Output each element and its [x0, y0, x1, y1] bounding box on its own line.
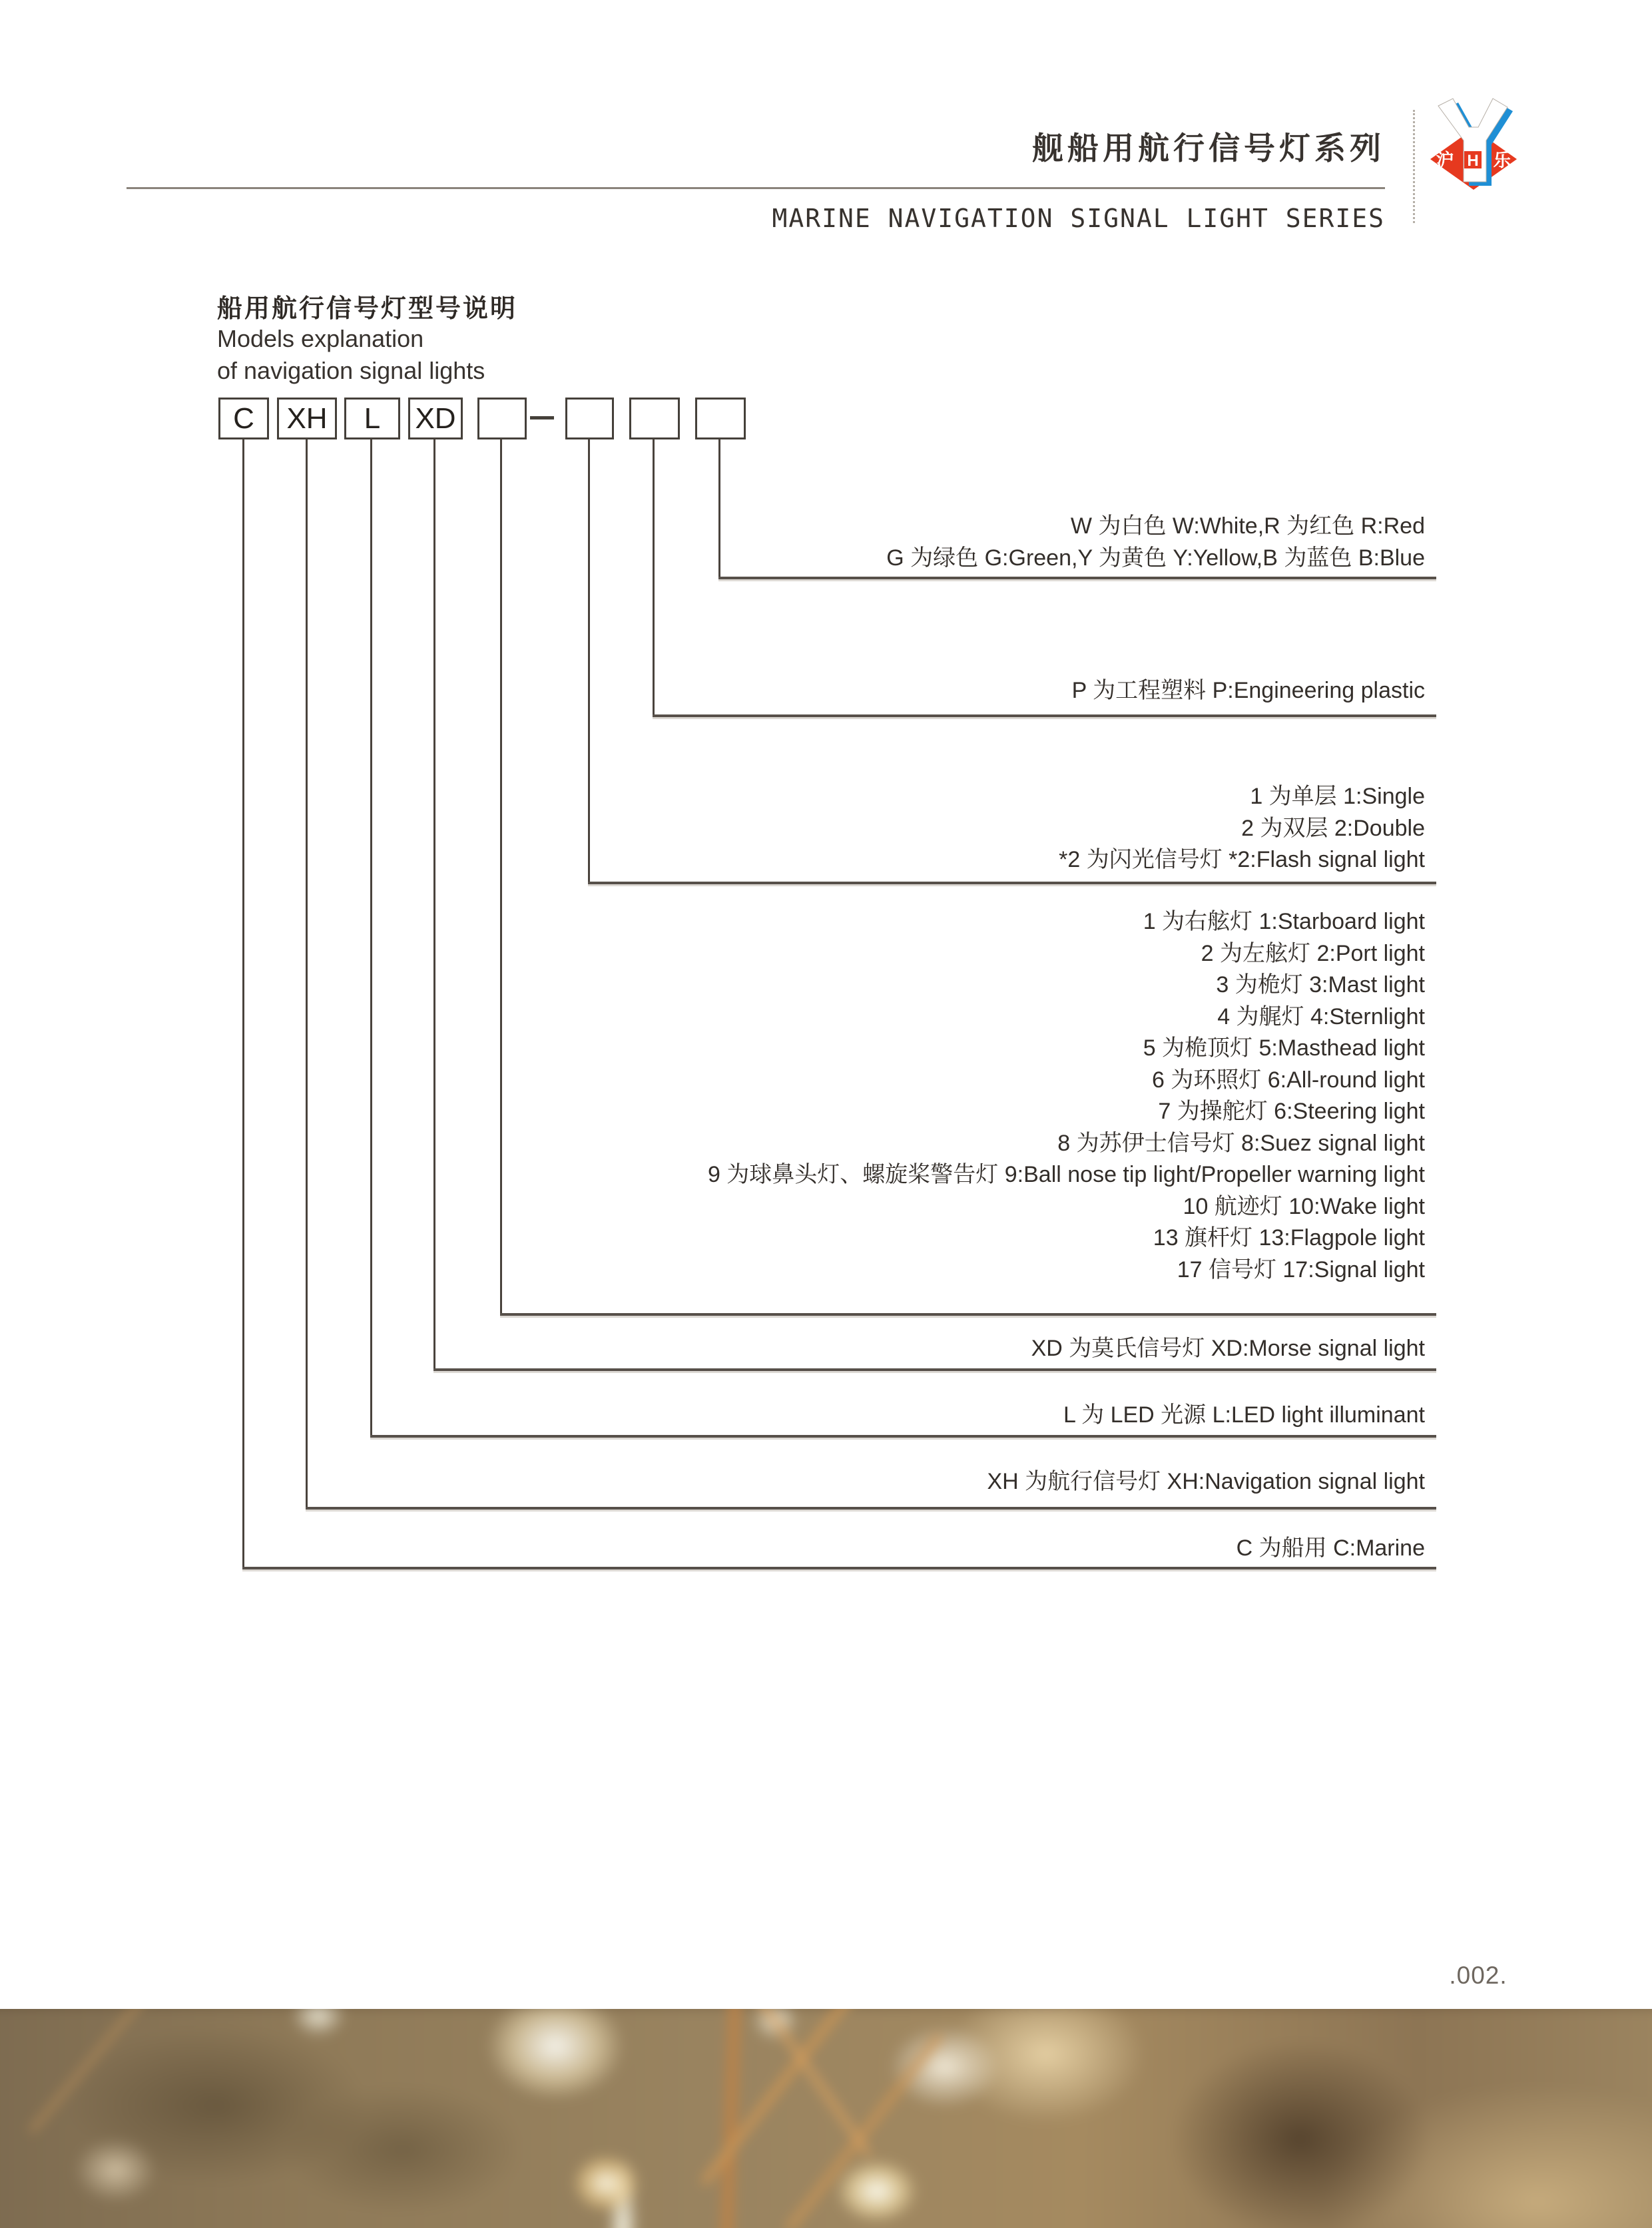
- connector-light-type-group: [500, 1313, 1436, 1316]
- logo-char-right: 乐: [1493, 150, 1512, 170]
- legend-line: L 为 LED 光源 L:LED light illuminant: [1063, 1402, 1425, 1428]
- legend-line: 8 为苏伊士信号灯 8:Suez signal light: [1057, 1130, 1425, 1156]
- legend-line: 1 为右舷灯 1:Starboard light: [1143, 909, 1425, 934]
- connector-marine-group: [242, 1567, 1436, 1569]
- model-code-box-5: [477, 398, 527, 439]
- drop-line-box-2: [306, 439, 308, 1510]
- model-code-box-4-label: XD: [415, 402, 456, 435]
- crane-pole: [720, 2009, 742, 2228]
- legend-group-colors: [886, 511, 1425, 574]
- crane-strut: [754, 2009, 872, 2157]
- logo-char-left: 沪: [1436, 150, 1454, 170]
- drop-line-box-6: [588, 439, 590, 884]
- drop-line-box-3: [370, 439, 372, 1438]
- legend-group-layers: [1059, 781, 1425, 876]
- drop-line-box-4: [433, 439, 435, 1371]
- model-code-dash: [530, 416, 554, 419]
- company-logo-icon: [1425, 97, 1525, 203]
- legend-line: 3 为桅灯 3:Mast light: [1216, 972, 1425, 997]
- logo-char-center: H: [1467, 152, 1479, 170]
- model-code-box-2-label: XH: [286, 402, 328, 435]
- legend-line: XH 为航行信号灯 XH:Navigation signal light: [987, 1469, 1425, 1494]
- connector-layer-group: [588, 882, 1436, 884]
- drop-line-box-1: [242, 439, 244, 1569]
- legend-line: 6 为环照灯 6:All-round light: [1151, 1067, 1425, 1093]
- header-title-en: MARINE NAVIGATION SIGNAL LIGHT SERIES: [772, 204, 1385, 233]
- legend-group-marine: [1237, 1533, 1425, 1565]
- legend-line: *2 为闪光信号灯 *2:Flash signal light: [1059, 847, 1425, 872]
- legend-group-plastic: [1072, 675, 1425, 707]
- legend-line: 7 为操舵灯 6:Steering light: [1158, 1099, 1425, 1124]
- legend-group-xh: [987, 1466, 1425, 1498]
- model-code-box-8: [695, 398, 746, 439]
- legend-line: W 为白色 W:White,R 为红色 R:Red: [1070, 513, 1425, 539]
- header-dotted-divider: [1413, 110, 1415, 223]
- model-code-box-6: [565, 398, 614, 439]
- legend-line: C 为船用 C:Marine: [1236, 1535, 1425, 1561]
- legend-line: 4 为艉灯 4:Sternlight: [1217, 1003, 1425, 1029]
- connector-led-group: [370, 1435, 1436, 1438]
- section-title-en-line2: of navigation signal lights: [217, 357, 485, 384]
- legend-line: G 为绿色 G:Green,Y 为黄色 Y:Yellow,B 为蓝色 B:Blue: [886, 545, 1425, 571]
- legend-line: P 为工程塑料 P:Engineering plastic: [1071, 678, 1425, 703]
- connector-xh-group: [306, 1507, 1436, 1510]
- header-rule: [127, 187, 1385, 189]
- model-code-box-7: [629, 398, 680, 439]
- legend-line: 17 信号灯 17:Signal light: [1177, 1256, 1425, 1282]
- legend-line: 1 为单层 1:Single: [1250, 784, 1425, 809]
- legend-line: 5 为桅顶灯 5:Masthead light: [1143, 1035, 1425, 1061]
- connector-xd-group: [433, 1368, 1436, 1371]
- page-number: .002.: [1449, 1962, 1508, 1989]
- legend-line: 9 为球鼻头灯、螺旋桨警告灯 9:Ball nose tip light/Propeller warning light: [707, 1162, 1425, 1187]
- legend-line: XD 为莫氏信号灯 XD:Morse signal light: [1031, 1336, 1425, 1361]
- connector-plastic-group: [653, 714, 1436, 717]
- model-code-box-3-label: L: [364, 402, 381, 435]
- photo-blur-layer: [0, 2009, 1652, 2228]
- legend-line: 10 航迹灯 10:Wake light: [1183, 1193, 1425, 1219]
- drop-line-box-8: [718, 439, 720, 579]
- legend-group-xd: [1031, 1333, 1425, 1365]
- drop-line-box-7: [653, 439, 655, 717]
- legend-line: 13 旗杆灯 13:Flagpole light: [1153, 1225, 1425, 1251]
- drop-line-box-5: [500, 439, 502, 1316]
- model-code-box-1: [218, 398, 269, 439]
- header-title-zh: 舰船用航行信号灯系列: [1032, 131, 1385, 166]
- model-code-box-4: [408, 398, 463, 439]
- model-code-box-1-label: C: [233, 402, 254, 435]
- legend-line: 2 为左舷灯 2:Port light: [1201, 940, 1425, 966]
- connector-colors-group: [718, 577, 1436, 579]
- legend-line: 2 为双层 2:Double: [1241, 815, 1425, 841]
- company-logo: [1425, 97, 1525, 203]
- legend-group-led: [1063, 1400, 1425, 1432]
- section-title-zh: 船用航行信号灯型号说明: [217, 295, 518, 323]
- model-code-box-2: [277, 398, 337, 439]
- model-code-box-3: [344, 398, 400, 439]
- legend-group-light-types: [708, 906, 1425, 1286]
- crane-strut: [29, 2009, 175, 2133]
- harbor-night-photo: [0, 2009, 1652, 2228]
- section-title-en-line1: Models explanation: [217, 325, 424, 352]
